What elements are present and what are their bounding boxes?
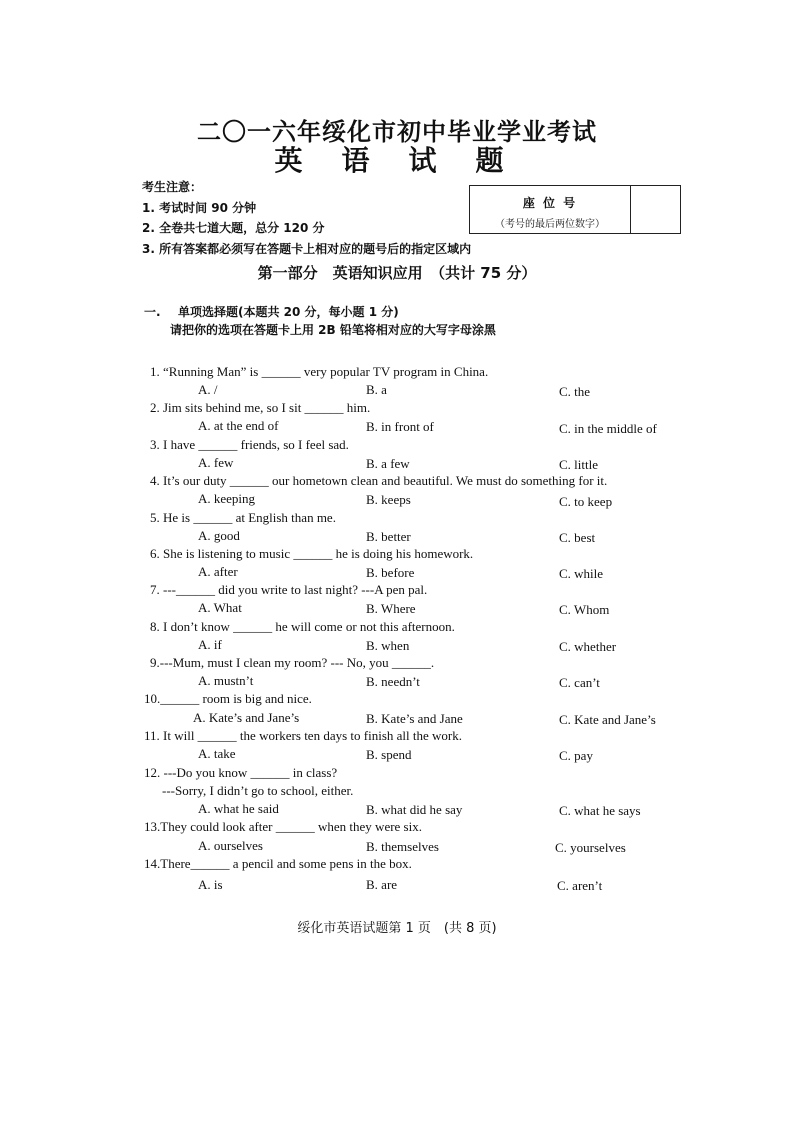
option-b: B. keeps — [366, 492, 411, 507]
option-b: B. themselves — [366, 839, 439, 854]
question-stem: 4. It’s our duty ______ our hometown clean and beautiful. We must do something for it. — [150, 473, 608, 488]
seat-number-label-cell — [470, 186, 631, 233]
question-stem: 8. I don’t know ______ he will come or not this afternoon. — [150, 619, 455, 634]
page-footer: 绥化市英语试题第 1 页 (共 8 页) — [297, 921, 497, 936]
option-c: C. yourselves — [555, 840, 626, 855]
option-a: A. after — [198, 564, 238, 579]
option-a: A. is — [198, 877, 223, 892]
question-stem: 5. He is ______ at English than me. — [150, 510, 336, 525]
option-b: B. in front of — [366, 419, 434, 434]
option-a: A. ourselves — [198, 838, 263, 853]
note-item: 3. 所有答案都必须写在答题卡上相对应的题号后的指定区域内 — [142, 242, 472, 256]
option-c: C. can’t — [559, 675, 600, 690]
option-a: A. good — [198, 528, 240, 543]
option-c: C. best — [559, 530, 596, 545]
option-a: A. keeping — [198, 491, 256, 506]
option-c: C. Whom — [559, 602, 610, 617]
question-stem: 3. I have ______ friends, so I feel sad. — [150, 437, 349, 452]
note-item: 1. 考试时间 90 分钟 — [142, 201, 257, 215]
seat-number-box — [469, 185, 681, 234]
question-stem: 7. ---______ did you write to last night? ---A pen pal. — [150, 582, 428, 597]
option-c: C. Kate and Jane’s — [559, 712, 656, 727]
option-a: A. if — [198, 637, 222, 652]
question-stem: 11. It will ______ the workers ten days to finish all the work. — [144, 728, 462, 743]
option-b: B. Kate’s and Jane — [366, 711, 463, 726]
question-stem: 14.There______ a pencil and some pens in the box. — [144, 856, 412, 871]
question-stem: 6. She is listening to music ______ he is doing his homework. — [150, 546, 474, 561]
option-c: C. in the middle of — [559, 421, 657, 436]
option-b: B. when — [366, 638, 410, 653]
option-b: B. what did he say — [366, 802, 463, 817]
question-stem: 1. “Running Man” is ______ very popular TV program in China. — [150, 364, 489, 379]
question-stem: 2. Jim sits behind me, so I sit ______ him. — [150, 400, 371, 415]
option-a: A. what he said — [198, 801, 279, 816]
notes-heading: 考生注意： — [142, 180, 203, 194]
option-c: C. aren’t — [557, 878, 603, 893]
option-c: C. the — [559, 384, 591, 399]
seat-number-hint: （考号的最后两位数字） — [495, 219, 605, 230]
option-c: C. to keep — [559, 494, 613, 509]
question-stem: 12. ---Do you know ______ in class? — [144, 765, 338, 780]
option-b: B. spend — [366, 747, 412, 762]
option-a: A. few — [198, 455, 234, 470]
option-b: B. are — [366, 877, 398, 892]
option-c: C. whether — [559, 639, 617, 654]
option-c: C. while — [559, 566, 604, 581]
option-a: A. / — [198, 382, 218, 397]
question-stem-reply: ---Sorry, I didn’t go to school, either. — [162, 783, 354, 798]
note-item: 2. 全卷共七道大题，总分 120 分 — [142, 221, 325, 235]
option-b: B. a — [366, 382, 387, 397]
seat-number-label: 座 位 号 — [522, 196, 578, 210]
question-stem: 10.______ room is big and nice. — [144, 691, 312, 706]
section-instruction: 请把你的选项在答题卡上用 2B 铅笔将相对应的大写字母涂黑 — [170, 323, 496, 337]
option-b: B. a few — [366, 456, 410, 471]
option-c: C. little — [559, 457, 598, 472]
subject-title: 英 语 试 题 — [274, 146, 520, 177]
option-a: A. Kate’s and Jane’s — [193, 710, 300, 725]
option-c: C. what he says — [559, 803, 641, 818]
option-b: B. needn’t — [366, 674, 420, 689]
section-title: 单项选择题(本题共 20 分，每小题 1 分) — [178, 305, 399, 319]
option-c: C. pay — [559, 748, 593, 763]
question-stem: 9.---Mum, must I clean my room? --- No, you ______. — [150, 655, 435, 670]
option-b: B. better — [366, 529, 411, 544]
option-b: B. before — [366, 565, 415, 580]
option-a: A. mustn’t — [198, 673, 254, 688]
option-a: A. at the end of — [198, 418, 279, 433]
option-a: A. take — [198, 746, 236, 761]
exam-title: 二〇一六年绥化市初中毕业学业考试 — [197, 120, 597, 146]
section-number: 一. — [144, 305, 161, 319]
part-title: 第一部分 英语知识应用 （共计 75 分） — [257, 264, 537, 282]
option-b: B. Where — [366, 601, 416, 616]
option-a: A. What — [198, 600, 242, 615]
question-stem: 13.They could look after ______ when they were six. — [144, 819, 422, 834]
